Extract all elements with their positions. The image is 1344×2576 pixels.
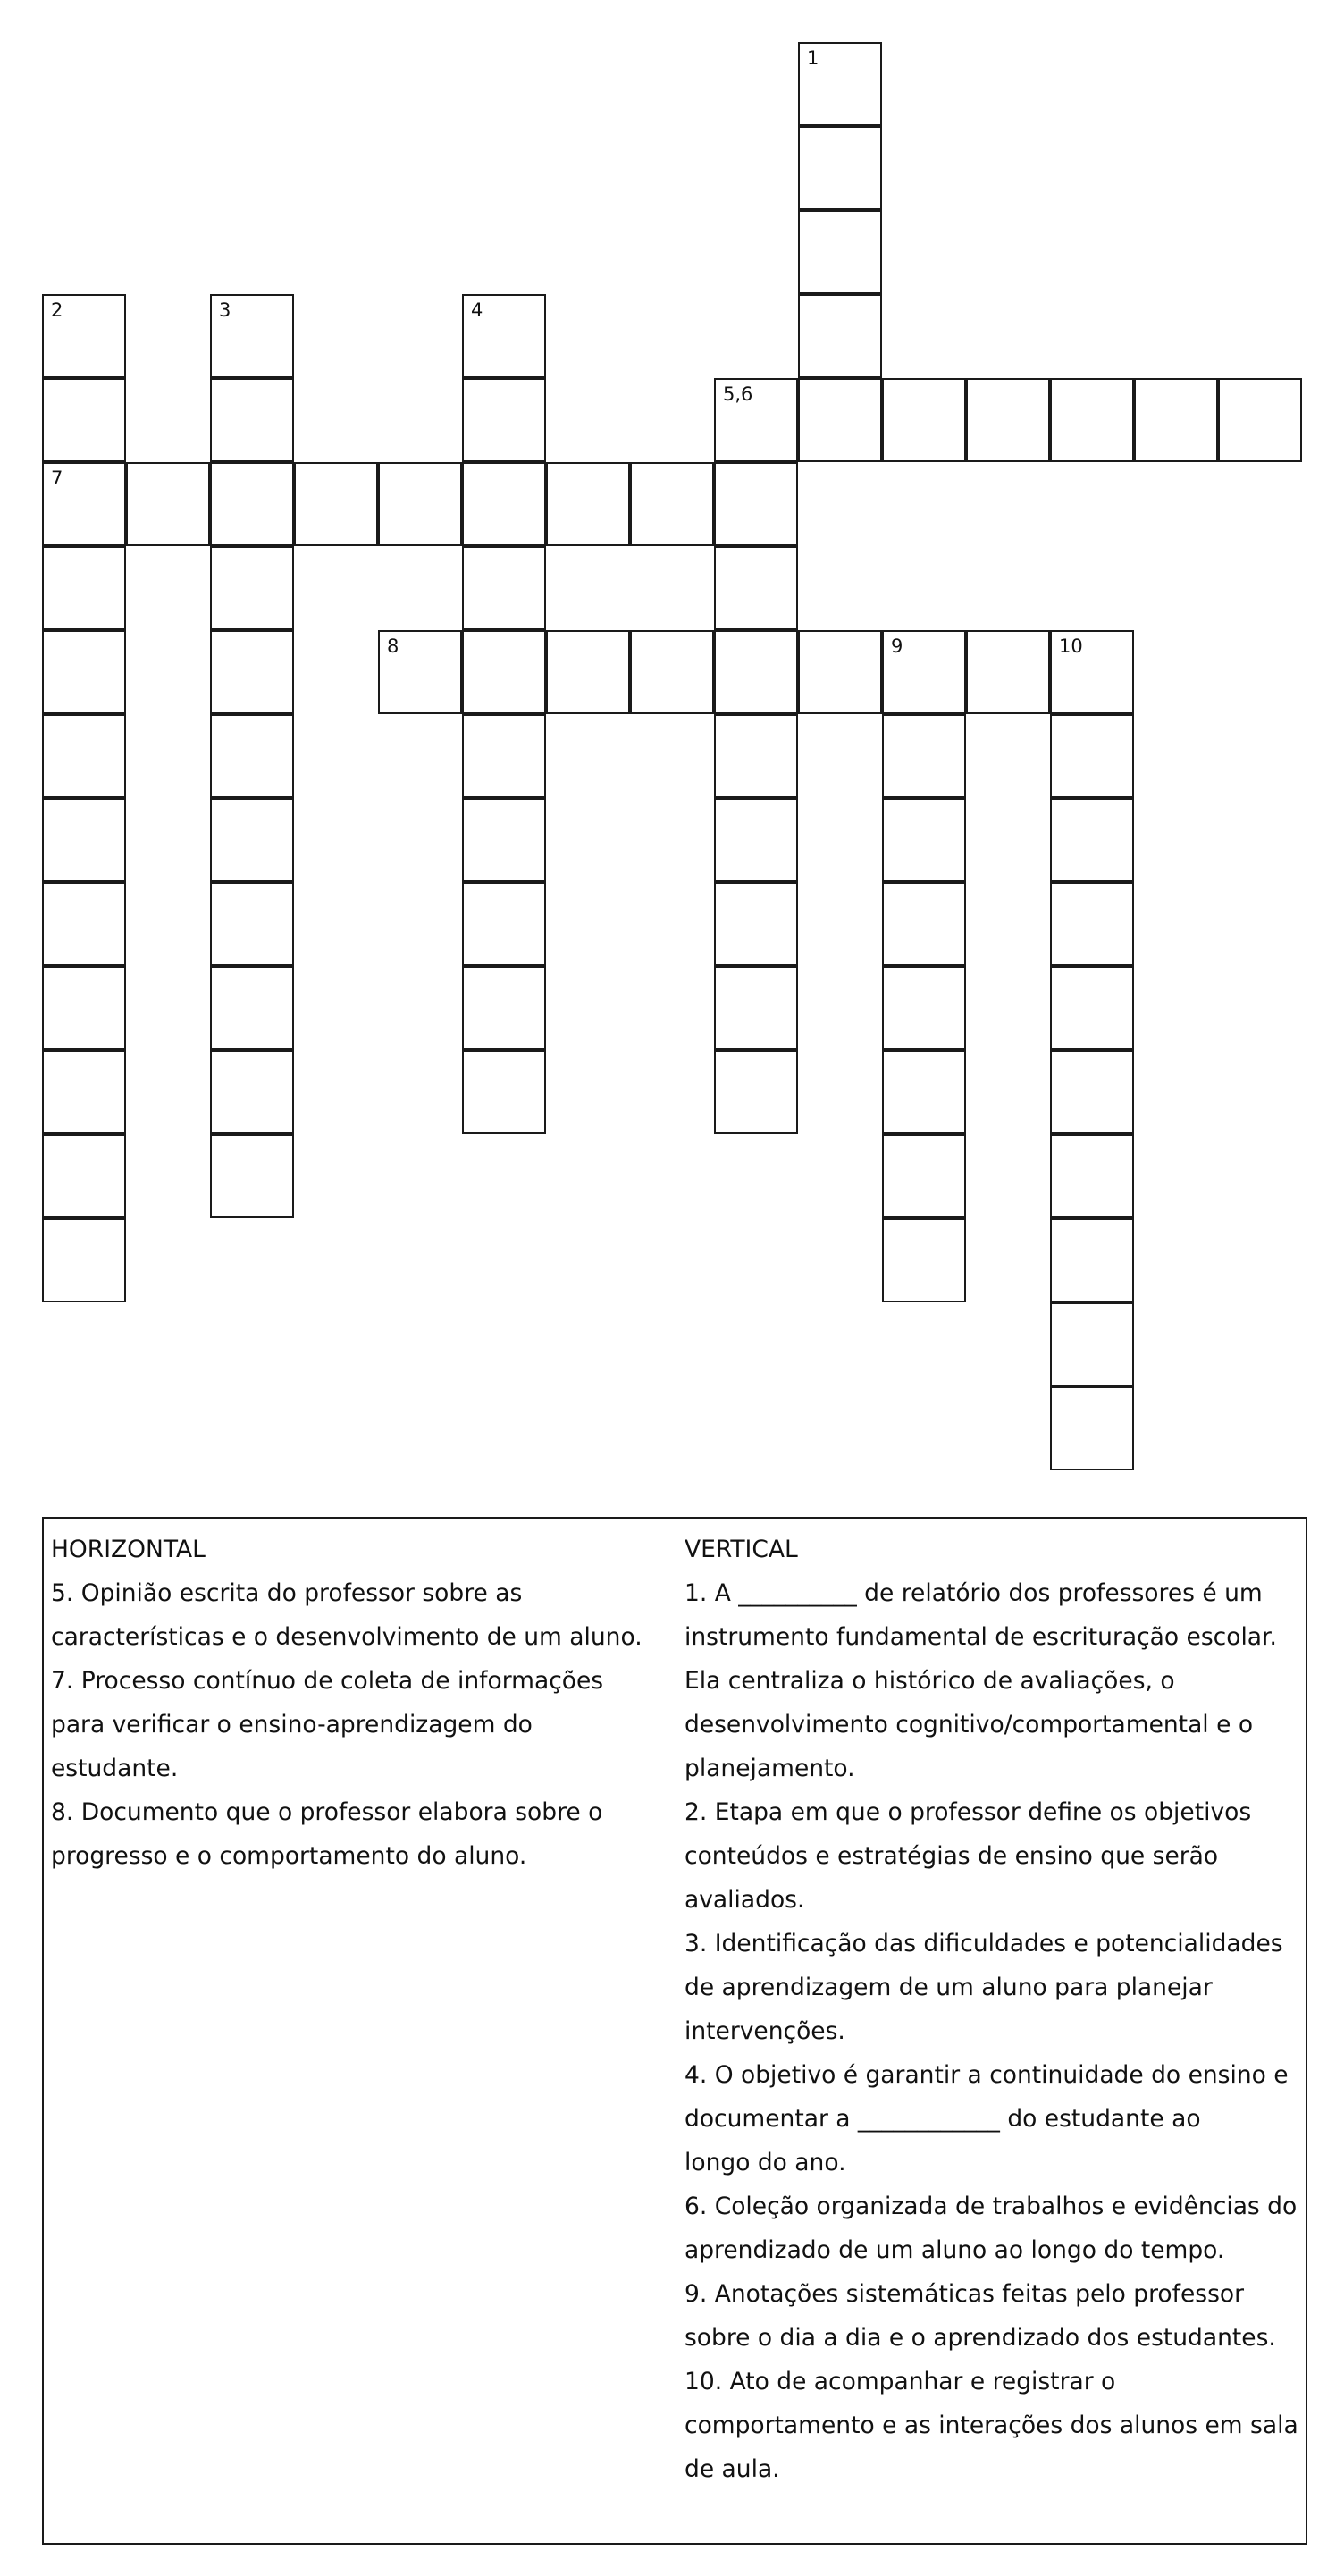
- crossword-cell[interactable]: [714, 798, 798, 882]
- crossword-cell[interactable]: [798, 42, 882, 126]
- crossword-cell[interactable]: [882, 966, 966, 1050]
- vertical-clues: [685, 1528, 1310, 2491]
- crossword-cell[interactable]: [462, 462, 546, 546]
- crossword-cell[interactable]: [882, 882, 966, 966]
- crossword-cell[interactable]: [42, 630, 126, 714]
- crossword-cell[interactable]: [1050, 966, 1134, 1050]
- crossword-cell[interactable]: [462, 714, 546, 798]
- crossword-cell[interactable]: [210, 966, 294, 1050]
- crossword-cell[interactable]: [546, 462, 630, 546]
- horizontal-clues: [51, 1528, 676, 1878]
- clue-number: 3: [219, 299, 231, 321]
- clue-h-7: 7. Processo contínuo de coleta de informações para verificar o ensino-aprendizagem do estudante.: [51, 1667, 604, 1782]
- crossword-cell[interactable]: [714, 378, 798, 462]
- clue-box: [42, 1517, 1307, 2545]
- crossword-cell[interactable]: [1050, 378, 1134, 462]
- crossword-cell[interactable]: [462, 966, 546, 1050]
- clue-v-1: 1. A __________ de relatório dos professores é um instrumento fundamental de escrituração escolar. Ela centraliza o histórico de avaliações, o desenvolvimento cognitivo/comportamental e o planejamento.: [685, 1579, 1277, 1782]
- crossword-cell[interactable]: [210, 714, 294, 798]
- crossword-cell[interactable]: [42, 882, 126, 966]
- crossword-cell[interactable]: [210, 1134, 294, 1218]
- crossword-cell[interactable]: [462, 378, 546, 462]
- crossword-cell[interactable]: [1050, 1050, 1134, 1134]
- crossword-cell[interactable]: [630, 462, 714, 546]
- crossword-cell[interactable]: [798, 126, 882, 210]
- crossword-cell[interactable]: [714, 546, 798, 630]
- clue-h-8: 8. Documento que o professor elabora sobre o progresso e o comportamento do aluno.: [51, 1798, 603, 1870]
- clue-number: 7: [51, 467, 63, 489]
- crossword-cell[interactable]: [126, 462, 210, 546]
- crossword-cell[interactable]: [714, 882, 798, 966]
- crossword-cell[interactable]: [546, 630, 630, 714]
- crossword-cell[interactable]: [714, 462, 798, 546]
- clue-v-3: 3. Identificação das dificuldades e potencialidades de aprendizagem de um aluno para planejar intervenções.: [685, 1930, 1283, 2045]
- crossword-cell[interactable]: [882, 798, 966, 882]
- crossword-cell[interactable]: [210, 294, 294, 378]
- crossword-cell[interactable]: [714, 630, 798, 714]
- crossword-cell[interactable]: [882, 1050, 966, 1134]
- crossword-cell[interactable]: [42, 546, 126, 630]
- clue-h-5: 5. Opinião escrita do professor sobre as características e o desenvolvimento de um aluno.: [51, 1579, 643, 1651]
- clue-v-2: 2. Etapa em que o professor define os objetivos conteúdos e estratégias de ensino que serão avaliados.: [685, 1798, 1252, 1914]
- crossword-cell[interactable]: [882, 1218, 966, 1302]
- crossword-cell[interactable]: [1050, 630, 1134, 714]
- crossword-cell[interactable]: [882, 1134, 966, 1218]
- crossword-cell[interactable]: [1134, 378, 1218, 462]
- crossword-cell[interactable]: [882, 630, 966, 714]
- crossword-cell[interactable]: [798, 378, 882, 462]
- crossword-cell[interactable]: [42, 1134, 126, 1218]
- crossword-cell[interactable]: [966, 378, 1050, 462]
- clue-v-4: 4. O objetivo é garantir a continuidade do ensino e documentar a ____________ do estudante ao longo do ano.: [685, 2061, 1289, 2176]
- crossword-cell[interactable]: [1218, 378, 1302, 462]
- crossword-cell[interactable]: [210, 462, 294, 546]
- crossword-cell[interactable]: [210, 798, 294, 882]
- crossword-cell[interactable]: [462, 882, 546, 966]
- crossword-cell[interactable]: [210, 1050, 294, 1134]
- crossword-cell[interactable]: [1050, 798, 1134, 882]
- crossword-cell[interactable]: [42, 462, 126, 546]
- crossword-cell[interactable]: [42, 966, 126, 1050]
- crossword-cell[interactable]: [714, 1050, 798, 1134]
- crossword-cell[interactable]: [714, 966, 798, 1050]
- crossword-cell[interactable]: [294, 462, 378, 546]
- crossword-cell[interactable]: [42, 1218, 126, 1302]
- crossword-cell[interactable]: [630, 630, 714, 714]
- clue-number: 1: [807, 47, 819, 69]
- clue-number: 8: [387, 636, 399, 657]
- crossword-cell[interactable]: [210, 378, 294, 462]
- crossword-cell[interactable]: [1050, 1386, 1134, 1470]
- crossword-cell[interactable]: [42, 294, 126, 378]
- crossword-cell[interactable]: [462, 294, 546, 378]
- crossword-cell[interactable]: [1050, 1134, 1134, 1218]
- crossword-cell[interactable]: [42, 798, 126, 882]
- crossword-cell[interactable]: [462, 1050, 546, 1134]
- clue-v-9: 9. Anotações sistemáticas feitas pelo professor sobre o dia a dia e o aprendizado dos estudantes.: [685, 2280, 1276, 2352]
- crossword-cell[interactable]: [378, 630, 462, 714]
- clue-number: 9: [891, 636, 903, 657]
- crossword-cell[interactable]: [462, 630, 546, 714]
- clue-v-10: 10. Ato de acompanhar e registrar o comportamento e as interações dos alunos em sala de aula.: [685, 2368, 1298, 2483]
- crossword-cell[interactable]: [378, 462, 462, 546]
- crossword-cell[interactable]: [210, 882, 294, 966]
- crossword-cell[interactable]: [714, 714, 798, 798]
- crossword-cell[interactable]: [1050, 1218, 1134, 1302]
- crossword-cell[interactable]: [882, 714, 966, 798]
- crossword-cell[interactable]: [1050, 882, 1134, 966]
- crossword-cell[interactable]: [882, 378, 966, 462]
- crossword-cell[interactable]: [42, 714, 126, 798]
- crossword-cell[interactable]: [210, 630, 294, 714]
- crossword-cell[interactable]: [1050, 1302, 1134, 1386]
- crossword-cell[interactable]: [42, 1050, 126, 1134]
- clue-number: 2: [51, 299, 63, 321]
- clue-v-6: 6. Coleção organizada de trabalhos e evidências do aprendizado de um aluno ao longo do tempo.: [685, 2193, 1298, 2264]
- clue-number: 5,6: [723, 383, 753, 405]
- clue-number: 10: [1059, 636, 1083, 657]
- crossword-cell[interactable]: [462, 798, 546, 882]
- crossword-cell[interactable]: [42, 378, 126, 462]
- horizontal-title: HORIZONTAL: [51, 1536, 206, 1563]
- crossword-cell[interactable]: [210, 546, 294, 630]
- crossword-cell[interactable]: [462, 546, 546, 630]
- crossword-cell[interactable]: [966, 630, 1050, 714]
- vertical-title: VERTICAL: [685, 1536, 798, 1563]
- crossword-cell[interactable]: [798, 630, 882, 714]
- crossword-cell[interactable]: [798, 294, 882, 378]
- crossword-cell[interactable]: [798, 210, 882, 294]
- clue-number: 4: [471, 299, 483, 321]
- crossword-cell[interactable]: [1050, 714, 1134, 798]
